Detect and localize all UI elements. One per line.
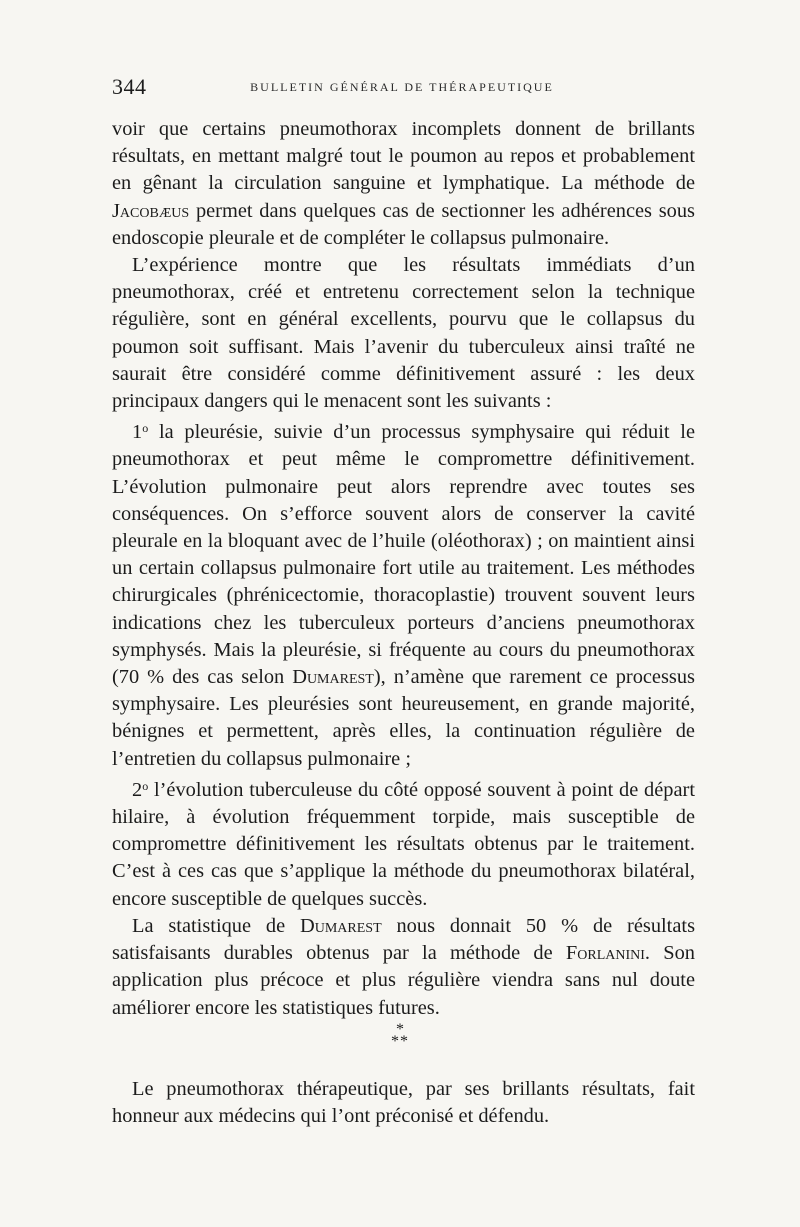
page-header (112, 74, 692, 104)
section-break-asterism (0, 1021, 800, 1050)
closing-text (112, 1076, 695, 1130)
body-text (112, 116, 695, 1022)
paragraph-3-text-a: la pleurésie, suivie d’un processus symphysaire qui réduit le pneumothorax et peut même le compromettre définitivement. L’évolution pulmonaire peut alors reprendre avec toutes ses conséquences. On s’efforce souvent alors de conserver la cavité pleurale en la bloquant avec de l’huile (oléothorax) ; on maintient ainsi un certain collapsus pulmonaire fort utile au traitement. Les méthodes chirurgicales (phrénicectomie, thoracoplastie) trouvent souvent leurs indications chez les tuberculeux porteurs d’anciens pneumothorax symphysés. Mais la pleurésie, si fréquente au cours du pneumothorax (70 % des cas selon (112, 421, 695, 689)
author-name-dumarest: Dumarest (292, 666, 374, 689)
author-name-dumarest-2: Dumarest (300, 914, 382, 937)
paragraph-5-text-b: nous donnait 50 % de résultats satisfaisants durables obtenus par la méthode de (112, 914, 695, 965)
paragraph-6: Le pneumothorax thérapeutique, par ses brillants résultats, fait honneur aux médecins qui l’ont préconisé et défendu. (112, 1078, 695, 1128)
paragraph-5-text-c: . Son application plus précoce et plus régulière viendra sans nul doute améliorer encore les statistiques futures. (112, 942, 695, 1019)
paragraph-5-text-a: La statistique de (132, 914, 300, 937)
paragraph-1-text-b: permet dans quelques cas de sectionner les adhérences sous endoscopie pleurale et de compléter le collapsus pulmonaire. (112, 199, 695, 249)
paragraph-1-text-a: voir que certains pneumothorax incomplets donnent de brillants résultats, en mettant malgré tout le poumon au repos et probablement en gênant la circulation sanguine et lymphatique. La méthode de (112, 118, 695, 195)
author-name-jacobaeus: Jacobæus (112, 199, 190, 222)
ordinal-sup-2: o (142, 778, 149, 793)
paragraph-4 (112, 773, 695, 913)
paragraph-1 (112, 116, 695, 252)
paragraph-2: L’expérience montre que les résultats immédiats d’un pneumothorax, créé et entretenu correctement selon la technique régulière, sont en général excellents, pourvu que le collapsus du poumon soit suffisant. Mais l’avenir du tuberculeux ainsi traîté ne saurait être considéré comme définitivement assuré : les deux principaux dangers qui le menacent sont les suivants : (112, 254, 695, 413)
item-number-2: 2 (132, 778, 143, 801)
ordinal-sup-1: o (142, 421, 149, 436)
asterism-bottom: ** (391, 1033, 409, 1050)
paragraph-3 (112, 415, 695, 773)
paragraph-5 (112, 913, 695, 1022)
paragraph-3-text-b: ), n’amène que rarement ce processus symphysaire. Les pleurésies sont heureusement, en grande majorité, bénignes et permettent, après elles, la continuation régulière de l’entretien du collapsus pulmonaire ; (112, 666, 695, 770)
item-number-1: 1 (132, 421, 143, 444)
asterism-top: * (396, 1021, 404, 1038)
page-number: 344 (112, 74, 147, 99)
paragraph-4-text: l’évolution tuberculeuse du côté opposé souvent à point de départ hilaire, à évolution fréquemment torpide, mais susceptible de compromettre définitivement les résultats obtenus par le traitement. C’est à ces cas que s’applique la méthode du pneumothorax bilatéral, encore susceptible de quelques succès. (112, 778, 695, 910)
running-head: BULLETIN GÉNÉRAL DE THÉRAPEUTIQUE (250, 80, 554, 94)
author-name-forlanini: Forlanini (565, 942, 645, 965)
